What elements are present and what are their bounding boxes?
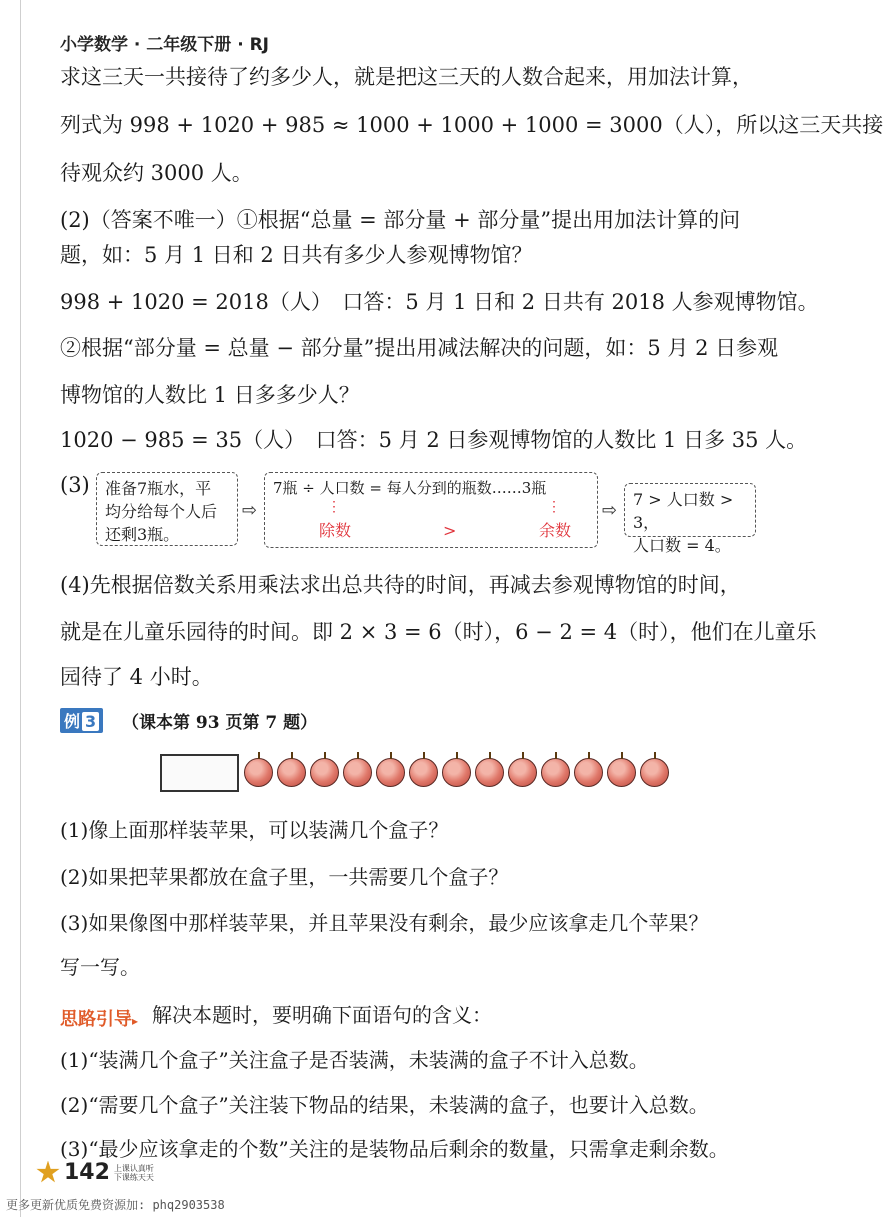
arrow-icon: ⇨ (242, 500, 258, 521)
box-icon (160, 754, 239, 792)
box-text: 均分给每个人后 (105, 502, 218, 521)
question-2: (2)如果把苹果都放在盒子里，一共需要几个盒子？ (60, 865, 509, 889)
apple-icon (310, 758, 339, 787)
text-line: 列式为 998 + 1020 + 985 ≈ 1000 + 1000 + 1000 = 3000（人），所以这三天共接 (60, 113, 883, 137)
apple-icon (607, 758, 636, 787)
example-reference: （课本第 93 页第 7 题） (122, 713, 318, 733)
apple-icon (541, 758, 570, 787)
box-text: 还剩3瓶。 (105, 525, 180, 544)
divisor-label: 除数 (319, 521, 352, 540)
apple-icon (475, 758, 504, 787)
page-footer (36, 1160, 154, 1185)
dots-icon: ⋮ (547, 499, 561, 515)
formula-box (264, 472, 598, 548)
box-text: 人口数 = 4。 (633, 536, 731, 555)
text-line: (2)（答案不唯一）①根据“总量 = 部分量 + 部分量”提出用加法计算的问 (60, 208, 741, 232)
apple-icon (376, 758, 405, 787)
text-line: 1020 − 985 = 35（人） 口答：5 月 2 日参观博物馆的人数比 1 日多 35 人。 (60, 428, 808, 452)
apple-icon (343, 758, 372, 787)
arrow-icon: ⇨ (602, 500, 618, 521)
formula-text: 7瓶 ÷ 人口数 = 每人分到的瓶数……3瓶 (273, 479, 547, 497)
text-line: 就是在儿童乐园待的时间。即 2 × 3 = 6（时），6 − 2 = 4（时），他们在儿童乐 (60, 620, 817, 644)
apple-icon (277, 758, 306, 787)
box-text: 准备7瓶水，平 (105, 479, 212, 498)
question-3: (3)如果像图中那样装苹果，并且苹果没有剩余，最少应该拿走几个苹果？ (60, 911, 709, 935)
question-3-cont: 写一写。 (60, 955, 140, 979)
text-line: 题，如：5 月 1 日和 2 日共有多少人参观博物馆？ (60, 243, 533, 267)
apple-icon (409, 758, 438, 787)
hint-3: (3)“最少应该拿走的个数”关注的是装物品后剩余的数量，只需拿走剩余数。 (60, 1137, 729, 1161)
page-margin-rule (20, 0, 21, 1217)
page-header: 小学数学 · 二年级下册 · RJ (60, 35, 270, 55)
apple-icon (244, 758, 273, 787)
condition-box (96, 472, 238, 546)
text-line: 求这三天一共接待了约多少人，就是把这三天的人数合起来，用加法计算， (60, 65, 753, 89)
remainder-label: 余数 (539, 521, 572, 540)
hint-label: 思路引导▸ (60, 1009, 139, 1030)
dots-icon: ⋮ (327, 499, 341, 515)
apple-icon (508, 758, 537, 787)
question-1: (1)像上面那样装苹果，可以装满几个盒子？ (60, 818, 449, 842)
hint-1: (1)“装满几个盒子”关注盒子是否装满，未装满的盒子不计入总数。 (60, 1048, 649, 1072)
apple-icon (442, 758, 471, 787)
text-line: (4)先根据倍数关系用乘法求出总共待的时间，再减去参观博物馆的时间， (60, 573, 741, 597)
greater-than: > (443, 521, 457, 540)
result-box (624, 483, 756, 555)
box-text: 7 > 人口数 > 3， (633, 490, 734, 532)
watermark: 更多更新优质免费资源加: phq2903538 (6, 1198, 225, 1212)
hint-2: (2)“需要几个盒子”关注装下物品的结果，未装满的盒子，也要计入总数。 (60, 1093, 709, 1117)
footer-motto: 上课认真听 下课练天天 (113, 1163, 154, 1182)
star-icon (36, 1161, 60, 1185)
text-line: 待观众约 3000 人。 (60, 161, 253, 185)
text-line: 998 + 1020 = 2018（人） 口答：5 月 1 日和 2 日共有 2018 人参观博物馆。 (60, 290, 819, 314)
text-line: ②根据“部分量 = 总量 − 部分量”提出用减法解决的问题，如：5 月 2 日参观 (60, 336, 779, 360)
apple-icon (574, 758, 603, 787)
example-badge: 例 3 (60, 708, 103, 733)
text-line: 博物馆的人数比 1 日多多少人？ (60, 383, 360, 407)
page-number: 142 (64, 1160, 110, 1185)
process-label: (3) (60, 473, 90, 497)
text-line: 园待了 4 小时。 (60, 665, 213, 689)
apple-icon (640, 758, 669, 787)
hint-intro: 解决本题时，要明确下面语句的含义： (152, 1003, 492, 1027)
